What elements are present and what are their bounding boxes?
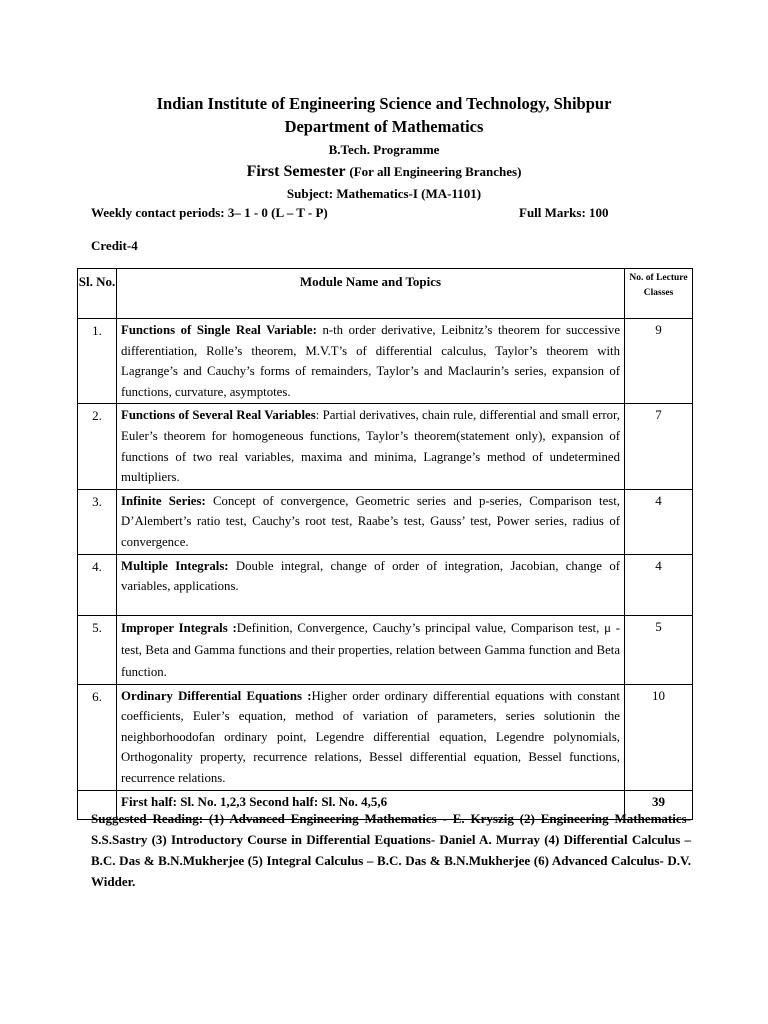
module-topics: n-th order derivative, Leibnitz’s theorem for successive differentiation, Rolle’s theorem, M.V.T’s of differential calculus, Taylor’s theorem with Lagrange’s and Cauchy’s forms of remainders, Taylor’s and Maclaurin’s series, expansion of functions, curvature, asymptotes. <box>121 323 621 399</box>
table-row <box>78 489 693 554</box>
module-topics: Double integral, change of order of integration, Jacobian, change of variables, applications. <box>121 558 620 594</box>
row-classes: 5 <box>625 615 693 684</box>
suggested-reading: Suggested Reading: (1) Advanced Engineering Mathematics - E. Kryszig (2) Engineering Mathematics- S.S.Sastry (3) Introductory Course in Differential Equations- Daniel A. Murray (4) Differential Calculus – B.C. Das & B.N.Mukherjee (5) Integral Calculus – B.C. Das & B.N.Mukherjee (6) Advanced Calculus- D.V. Widder. <box>91 811 691 889</box>
table-row <box>78 404 693 489</box>
module-topics: : Partial derivatives, chain rule, differential and small error, Euler’s theorem for homogeneous functions, Taylor’s theorem(statement only), expansion of functions of two real variables, maxima and minima, Lagrange’s method of undetermined multipliers. <box>121 408 620 485</box>
weekly-contact-periods: Weekly contact periods: 3– 1 - 0 (L – T - P) <box>91 205 328 220</box>
semester-label: First Semester <box>246 163 346 180</box>
module-title: Multiple Integrals: <box>121 558 229 573</box>
summary-text: First half: Sl. No. 1,2,3 Second half: Sl. No. 4,5,6 <box>117 790 625 819</box>
institute-title: Indian Institute of Engineering Science and Technology, Shibpur <box>156 94 612 113</box>
row-topics <box>117 554 625 615</box>
row-sl: 5. <box>78 615 117 684</box>
programme-label: B.Tech. Programme <box>328 142 440 157</box>
table-row <box>78 684 693 790</box>
table-row <box>78 554 693 615</box>
row-classes: 7 <box>625 404 693 489</box>
row-sl: 6. <box>78 684 117 790</box>
subject-label: Subject: Mathematics-I (MA-1101) <box>286 186 482 201</box>
syllabus-table <box>77 268 693 820</box>
module-topics: Definition, Convergence, Cauchy’s principal value, Comparison test, μ -test, Beta and Gamma functions and their properties, relation between Gamma function and Beta function. <box>121 620 621 679</box>
row-sl: 4. <box>78 554 117 615</box>
row-sl: 1. <box>78 319 117 404</box>
table-row <box>78 615 693 684</box>
row-topics <box>117 489 625 554</box>
module-title: Improper Integrals : <box>121 620 237 635</box>
row-topics <box>117 615 625 684</box>
module-title: Functions of Several Real Variables <box>121 408 316 423</box>
row-classes: 10 <box>625 684 693 790</box>
table-header-row <box>78 269 693 319</box>
row-classes: 4 <box>625 489 693 554</box>
row-classes: 4 <box>625 554 693 615</box>
row-sl: 2. <box>78 404 117 489</box>
module-topics: Concept of convergence, Geometric series and p-series, Comparison test, D’Alembert’s ratio test, Cauchy’s root test, Raabe’s test, Gauss’ test, Power series, radius of convergence. <box>121 493 620 549</box>
full-marks: Full Marks: 100 <box>519 205 609 220</box>
row-topics <box>117 404 625 489</box>
module-title: Functions of Single Real Variable: <box>121 323 317 337</box>
department-title: Department of Mathematics <box>284 117 484 136</box>
col-header-classes: No. of Lecture Classes <box>625 269 693 319</box>
credit-label: Credit-4 <box>91 238 138 253</box>
col-header-module: Module Name and Topics <box>117 269 625 319</box>
row-sl: 3. <box>78 489 117 554</box>
row-classes: 9 <box>625 319 693 404</box>
semester-note: (For all Engineering Branches) <box>349 164 522 179</box>
module-topics: Higher order ordinary differential equations with constant coefficients, Euler’s equation, method of variation of parameters, series solutionin the neighborhoodofan ordinary point, Legendre differential equation, Legendre polynomials, Orthogonality property, recurrence relations, Bessel differential equation, Bessel functions, recurrence relations. <box>121 688 620 785</box>
table-row <box>78 319 693 404</box>
module-title: Infinite Series: <box>121 493 206 508</box>
document-header <box>0 92 768 205</box>
total-classes: 39 <box>625 790 693 819</box>
col-header-sl: Sl. No. <box>78 269 117 319</box>
semester-line <box>0 161 768 183</box>
row-topics <box>117 319 625 404</box>
module-title: Ordinary Differential Equations : <box>121 688 312 703</box>
row-topics <box>117 684 625 790</box>
